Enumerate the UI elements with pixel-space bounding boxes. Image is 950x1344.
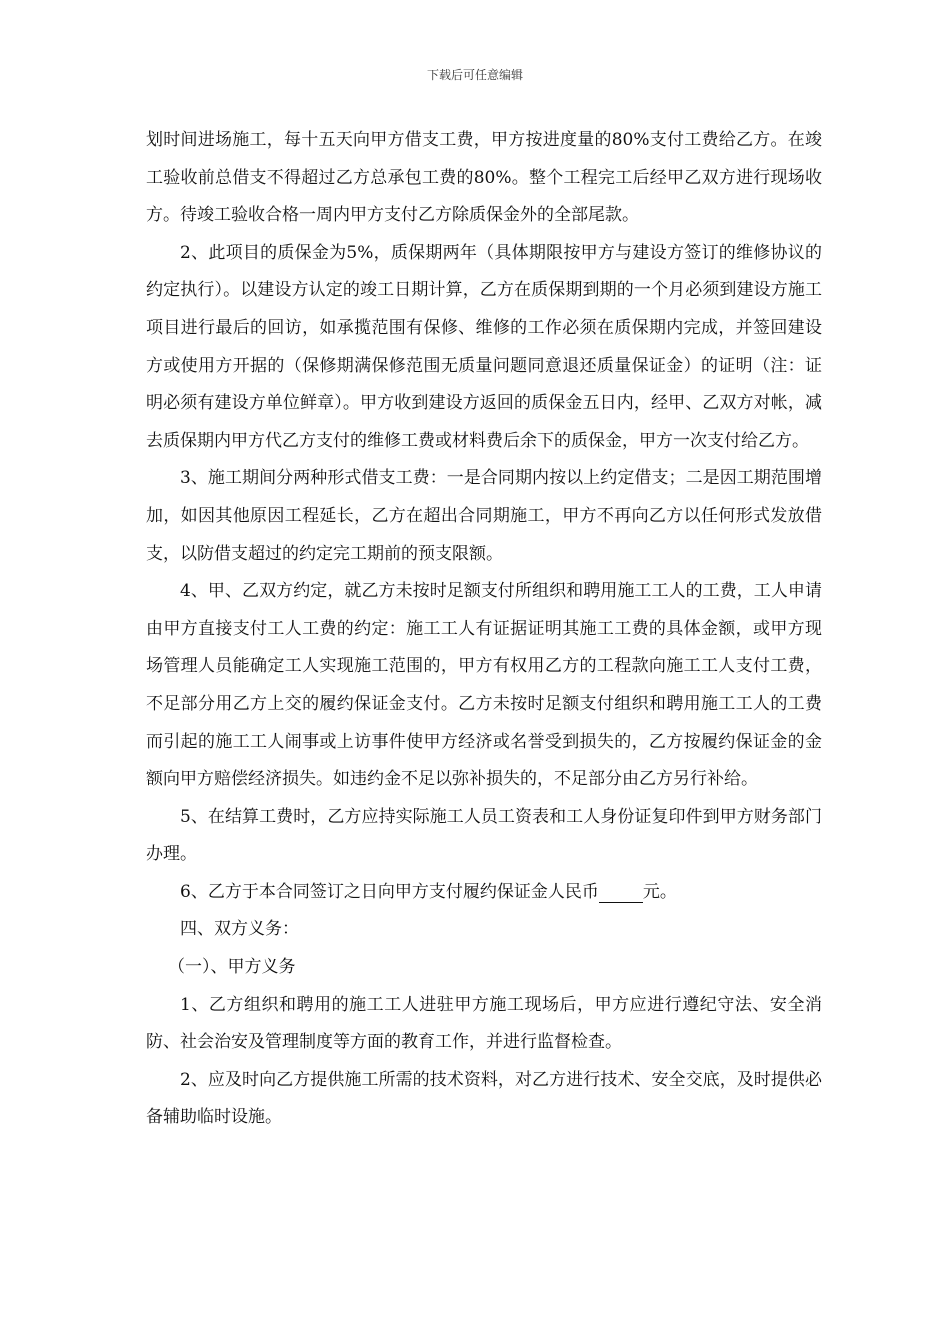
clause-6-unit: 元。 [642, 881, 677, 902]
paragraph-clause-3: 3、施工期间分两种形式借支工费：一是合同期内按以上约定借支；二是因工期范围增加，如因其他原因工程延长，乙方在超出合同期施工，甲方不再向乙方以任何形式发放借支，以防借支超过的约定完工期前的预支限额。 [146, 468, 822, 564]
subsection-heading-party-a: （一）、甲方义务 [168, 957, 296, 978]
paragraph-clause-4: 4、甲、乙双方约定，就乙方未按时足额支付所组织和聘用施工工人的工费，工人申请由甲方直接支付工人工费的约定：施工工人有证据证明其施工工费的具体金额，或甲方现场管理人员能确定工人实现施工范围的，甲方有权用乙方的工程款向施工工人支付工费，不足部分用乙方上交的履约保证金支付。乙方未按时足额支付组织和聘用施工工人的工费而引起的施工工人闹事或上访事件使甲方经济或名誉受到损失的，乙方按履约保证金的金额向甲方赔偿经济损失。如违约金不足以弥补损失的，不足部分由乙方另行补给。 [146, 581, 822, 790]
paragraph-obligation-1: 1、乙方组织和聘用的施工工人进驻甲方施工现场后，甲方应进行遵纪守法、安全消防、社会治安及管理制度等方面的教育工作，并进行监督检查。 [146, 994, 822, 1053]
amount-blank [599, 883, 643, 903]
paragraph-obligation-2: 2、应及时向乙方提供施工所需的技术资料，对乙方进行技术、安全交底，及时提供必备辅助临时设施。 [146, 1069, 822, 1128]
paragraph-clause-2: 2、此项目的质保金为5%，质保期两年（具体期限按甲方与建设方签订的维修协议的约定执行）。以建设方认定的竣工日期计算，乙方在质保期到期的一个月必须到建设方施工项目进行最后的回访，如承揽范围有保修、维修的工作必须在质保期内完成，并签回建设方或使用方开据的（保修期满保修范围无质量问题同意退还质量保证金）的证明（注：证明必须有建设方单位鲜章）。甲方收到建设方返回的质保金五日内，经甲、乙双方对帐，减去质保期内甲方代乙方支付的维修工费或材料费后余下的质保金，甲方一次支付给乙方。 [146, 242, 822, 451]
clause-6-text: 6、乙方于本合同签订之日向甲方支付履约保证金人民币 [180, 881, 599, 902]
page-header: 下载后可任意编辑 [426, 68, 523, 82]
section-heading-obligations: 四、双方义务： [180, 919, 299, 940]
paragraph-clause-6 [146, 874, 822, 912]
paragraph-clause-5: 5、在结算工费时，乙方应持实际施工人员工资表和工人身份证复印件到甲方财务部门办理。 [146, 806, 822, 865]
paragraph-continuation: 划时间进场施工，每十五天向甲方借支工费，甲方按进度量的80%支付工费给乙方。在竣工验收前总借支不得超过乙方总承包工费的80%。整个工程完工后经甲乙双方进行现场收方。待竣工验收合格一周内甲方支付乙方除质保金外的全部尾款。 [146, 130, 822, 226]
document-body [146, 122, 822, 1137]
